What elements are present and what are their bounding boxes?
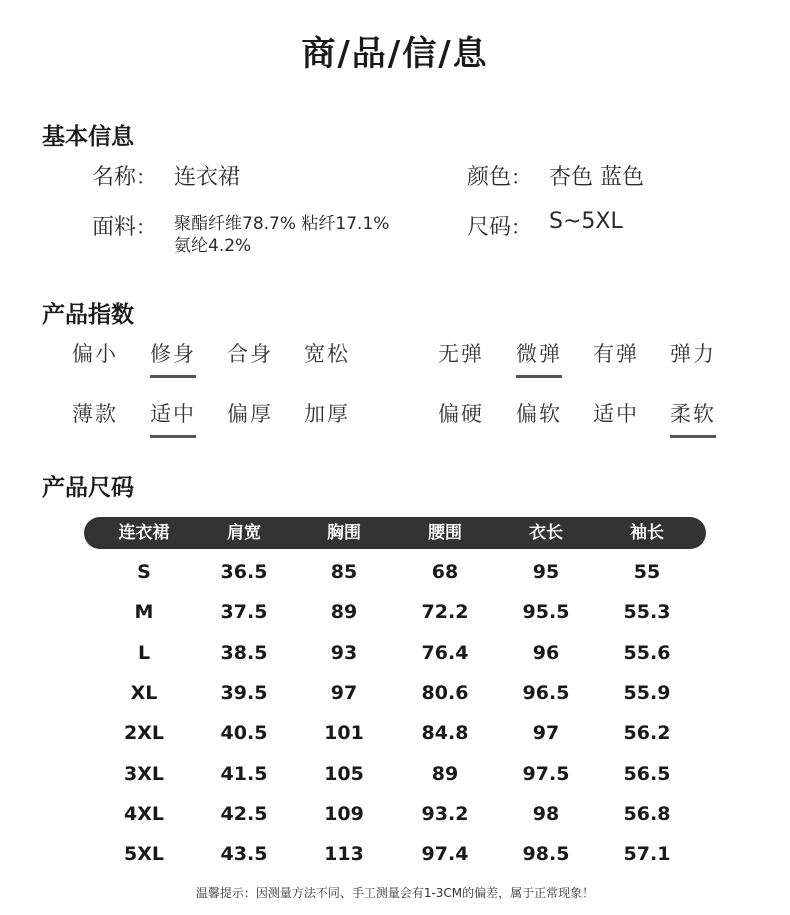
measurement-cell: 96 — [532, 641, 560, 664]
measurement-cell: 57.1 — [623, 843, 671, 866]
measurement-cell: 36.5 — [220, 561, 268, 583]
index-option-fit-selected: 修身 — [150, 338, 196, 378]
indices-heading: 产品指数 — [42, 302, 134, 328]
measurement-cell: 93.2 — [421, 802, 469, 825]
footnote: 温馨提示：因测量方法不同、手工测量会有1-3CM的偏差，属于正常现象！ — [195, 886, 595, 900]
measurement-cell: 43.5 — [220, 843, 268, 866]
column-header: 衣长 — [529, 523, 563, 543]
index-option-elasticity-selected: 微弹 — [516, 338, 562, 378]
measurement-cell: 98 — [532, 802, 560, 825]
size-value: S~5XL — [549, 209, 623, 234]
measurement-cell: 56.5 — [623, 762, 671, 785]
measurement-cell: 72.2 — [421, 601, 469, 624]
measurement-cell: 109 — [324, 802, 364, 825]
index-option-fit: 合身 — [227, 342, 273, 366]
measurement-cell: 80.6 — [421, 681, 469, 704]
name-value: 连衣裙 — [174, 165, 241, 190]
index-option-softness: 适中 — [593, 402, 639, 426]
measurement-cell: 40.5 — [220, 722, 268, 745]
measurement-cell: 38.5 — [220, 641, 268, 664]
measurement-cell: 97.5 — [522, 762, 570, 785]
size-cell: 2XL — [124, 722, 164, 745]
column-header: 腰围 — [428, 523, 462, 543]
measurement-cell: 96.5 — [522, 681, 570, 704]
measurement-cell: 89 — [330, 601, 358, 624]
fabric-line-1: 聚酯纤维78.7% 粘纤17.1% — [174, 214, 390, 234]
index-option-thickness: 加厚 — [304, 402, 350, 426]
measurement-cell: 97 — [330, 681, 358, 704]
measurement-cell: 39.5 — [220, 681, 268, 704]
measurement-cell: 76.4 — [421, 641, 469, 664]
index-option-thickness-selected: 适中 — [150, 398, 196, 438]
index-option-softness: 偏硬 — [438, 402, 484, 426]
measurement-cell: 105 — [324, 762, 364, 785]
measurement-cell: 97 — [532, 722, 560, 745]
size-chart-heading: 产品尺码 — [42, 475, 134, 501]
size-table-header — [84, 517, 706, 549]
size-cell: S — [137, 561, 151, 583]
color-value: 杏色 蓝色 — [549, 165, 644, 190]
measurement-cell: 97.4 — [421, 843, 469, 866]
index-option-fit: 宽松 — [304, 342, 350, 366]
index-option-softness-selected: 柔软 — [670, 398, 716, 438]
size-label: 尺码： — [467, 215, 532, 240]
measurement-cell: 41.5 — [220, 762, 268, 785]
size-cell: M — [134, 601, 154, 624]
measurement-cell: 55.6 — [623, 641, 671, 664]
index-option-fit: 偏小 — [72, 342, 118, 366]
measurement-cell: 55.3 — [623, 601, 671, 624]
fabric-value — [174, 213, 389, 257]
measurement-cell: 55.9 — [623, 681, 671, 704]
measurement-cell: 113 — [324, 843, 364, 866]
measurement-cell: 56.8 — [623, 802, 671, 825]
size-cell: XL — [130, 681, 158, 704]
measurement-cell: 98.5 — [522, 843, 570, 866]
measurement-cell: 85 — [330, 561, 358, 583]
column-header: 胸围 — [327, 523, 361, 543]
basic-info-heading: 基本信息 — [42, 124, 134, 150]
index-option-softness: 偏软 — [516, 402, 562, 426]
measurement-cell: 55 — [633, 561, 661, 583]
color-label: 颜色： — [467, 165, 532, 190]
size-cell: 5XL — [124, 843, 164, 866]
fabric-label: 面料： — [92, 215, 157, 240]
measurement-cell: 95.5 — [522, 601, 570, 624]
index-option-elasticity: 无弹 — [438, 342, 484, 366]
index-option-elasticity: 弹力 — [670, 342, 716, 366]
index-option-thickness: 偏厚 — [227, 402, 273, 426]
measurement-cell: 68 — [431, 561, 459, 583]
name-label: 名称： — [92, 165, 157, 190]
column-header: 袖长 — [630, 523, 664, 543]
measurement-cell: 89 — [431, 762, 459, 785]
measurement-cell: 42.5 — [220, 802, 268, 825]
measurement-cell: 95 — [532, 561, 560, 583]
page-title: 商/品/信/息 — [301, 34, 489, 74]
size-cell: 3XL — [124, 762, 164, 785]
size-cell: 4XL — [124, 802, 164, 825]
column-header: 连衣裙 — [118, 523, 170, 543]
measurement-cell: 101 — [324, 722, 364, 745]
measurement-cell: 56.2 — [623, 722, 671, 745]
fabric-line-2: 氨纶4.2% — [174, 236, 252, 256]
measurement-cell: 84.8 — [421, 722, 469, 745]
measurement-cell: 37.5 — [220, 601, 268, 624]
size-cell: L — [137, 641, 151, 664]
index-option-elasticity: 有弹 — [593, 342, 639, 366]
index-option-thickness: 薄款 — [72, 402, 118, 426]
measurement-cell: 93 — [330, 641, 358, 664]
column-header: 肩宽 — [227, 523, 261, 543]
